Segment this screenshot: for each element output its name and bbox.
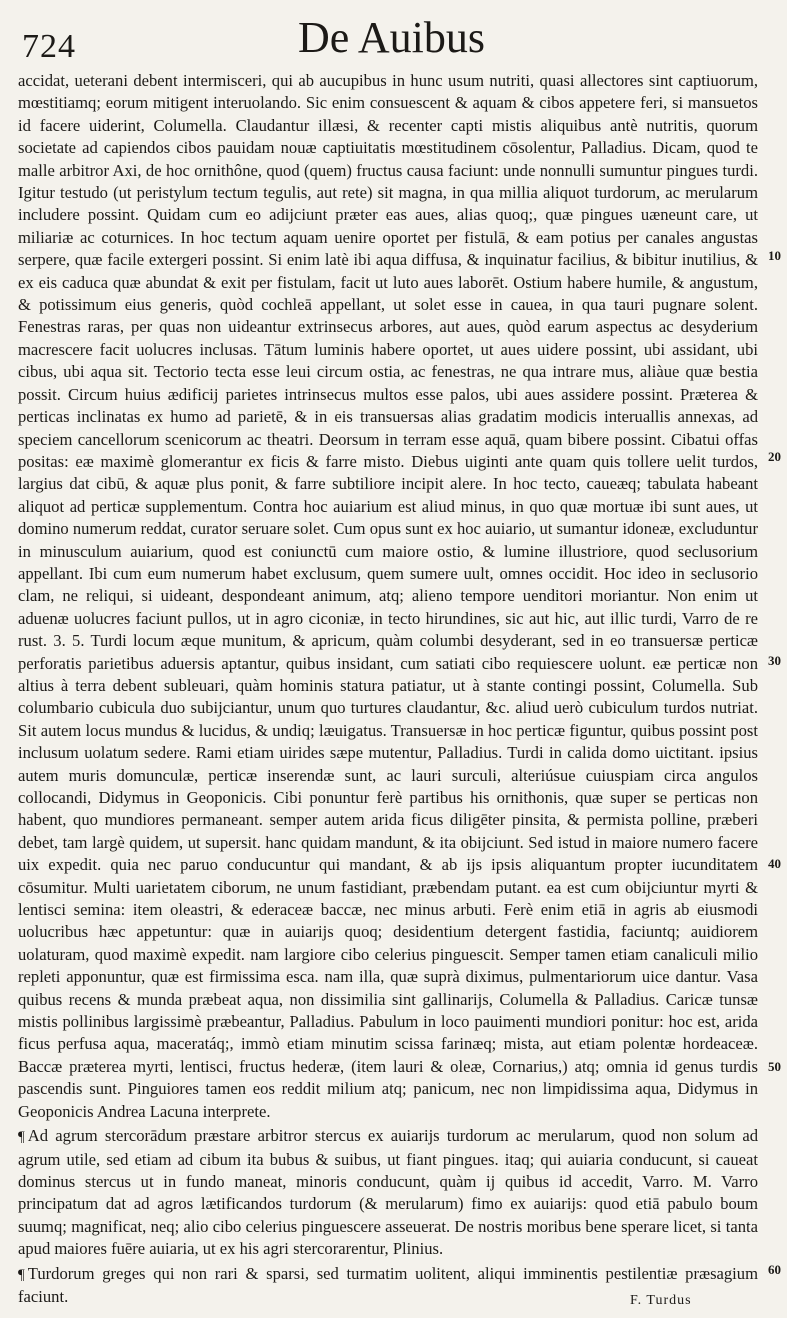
line-number-marker: 50 bbox=[768, 1059, 781, 1074]
line-number-marker: 40 bbox=[768, 856, 781, 871]
paragraph-text: Turdorum greges qui non rari & sparsi, sed turmatim uolitent, aliqui imminentis pestilentiæ præsagium faciunt. bbox=[18, 1263, 758, 1306]
paragraph: accidat, ueterani debent intermisceri, qui ab aucupibus in hunc usum nutriti, quasi allectores sint captiuorum, mœstitiamq; eorum mitigent interuolando. Sic enim consuescent & aquam & cibos appetere feri, si mansuetos id facere uiderint, Columella. Claudantur illæsi, & recenter capti mistis aliquibus antè nutritis, quorum societate ad capiendos cibos pauidam nouæ captiuitatis mœstitudinem cōsolentur, Palladius. Dicam, quod te malle arbitror Axi, de hoc ornithône, quod (quem) fructus causa faciunt: unde nonnulli sumuntur pingues turdi. Igitur testudo (ut peristylum tectum tegulis, aut rete) sit magna, in qua millia aliquot turdorum, ac merularum includere possint. Quidam cum eo adijciunt præter eas aues, alias quoq;, quæ pingues uæneunt care, ut miliariæ ac coturnices. In hoc tectum aquam uenire oportet per fistulā, & eam potius per canales angustas serpere, quæ facile extergeri possint. Si enim latè ibi aqua diffusa, & inquinatur facilius, & bibitur inutilius, & ex eis caduca quæ abundat & exit per fistulam, facit ut luto aues laborēt. Ostium habere humile, & angustum, & potissimum eius generis, quòd cochleā appellant, ut solet esse in cauea, in qua tauri pugnare solent. Fenestras raras, per quas non uideantur extrinsecus arbores, aut aues, quòd earum aspectus ac desyderium macrescere facit uolucres inclusas. Tātum luminis habere oportet, ut aues uidere possint, ubi assidant, ubi cibus, ubi aqua sit. Tectorio tecta esse leui circum ostia, ac fenestras, ne qua intrare mus, aliàue quæ bestia possit. Circum huius ædificij parietes intrinsecus multos esse palos, ubi aues assidere possint. Præterea & perticas inclinatas ex humo ad parietē, & in eis transuersas alias gradatim modicis interuallis annexas, ad speciem cancellorum scenicorum ac theatri. Deorsum in terram esse aquā, quam bibere possint. Cibatui offas positas: eæ maximè glomerantur ex ficis & farre misto. Diebus uiginti ante quam quis tollere uelit turdos, largius dat cibū, & aquæ plus ponit, & farre subtiliore incipit alere. In hoc tecto, caueæq; tabulata habeant aliquot ad perticæ supplementum. Contra hoc auiarium est aliud minus, in quo quæ mortuæ ibi sunt aues, ut domino numerum reddat, curator seruare solet. Cum opus sunt ex hoc auiario, ut sumantur idoneæ, excluduntur in minusculum auiarium, quod est coniunctū cum maiore ostio, & lumine illustriore, quod seclusorium appellant. Ibi cum eum numerum habet exclusum, quem sumere uult, omnes occidit. Hoc ideo in seclusorio clam, ne reliqui, si uideant, despondeant animum, atq; alieno tempore uenditori moriantur. Non enim ut aduenæ uolucres faciunt pullos, ut in agro ciconiæ, in tecto hirundines, sic aut hic, aut illic turdi, Varro de re rust. 3. 5. Turdi locum æque munitum, & apricum, quàm columbi desyderant, sed in eo transuersæ perticæ perforatis parietibus aduersis aptantur, quibus insidant, cum satiati cibo requiescere uolunt. eæ perticæ non altius à terra debent subleuari, quàm hominis statura patiatur, ut à stante contingi possint, Columella. Sub columbario cubicula duo subijciantur, unum quo turtures claudantur, &c. aliud uerò cubiculum turdos nutriat. Sit autem locus mundus & lucidus, & undiq; læuigatus. Transuersæ in hoc perticæ figuntur, quibus possint post inclusum uolatum sedere. Rami etiam uirides sæpe mutentur, Palladius. Turdi in calida domo uictitant. ipsius autem muris domunculæ, perticæ inserendæ sunt, ac lauri surculi, alteriúsue cuiuspiam circa angulos collocandi, Didymus in Geoponicis. Cibi ponuntur ferè partibus his ornithonis, quæ super se perticas non habent, quo mundiores permaneant. semper autem arida ficus diligēter pinsita, & permista polline, præberi debet, tam largè quidem, ut supersit. hanc quidam mandunt, & ita obijciunt. Sed istud in maiore numero facere uix expedit. quia nec paruo conducuntur qui mandant, & ab ijs ipsis aliquantum propter iucunditatem cōsumitur. Multi uarietatem ciborum, ne unum fastidiant, præbendam putant. ea est cum obijciuntur myrti & lentisci semina: item oleastri, & ederaceæ baccæ, nec minus arbuti. Ferè enim etiā in agris ab eiusmodi uolucribus hæc appetuntur: quæ in auiarijs quoq; desidentium detergent fastidia, faciuntq; auidiorem uolaturam, quod maximè expedit. nam largiore cibo celerius pinguescit. Semper tamen etiam canaliculi milio repleti apponuntur, quæ est firmissima esca. nam illa, quæ suprà diximus, pulmentariorum uice dantur. Vasa quibus recens & munda præbeat aqua, non dissimilia sint gallinarijs, Columella & Palladius. Caricæ tunsæ mistis pollinibus largissimè præbeantur, Palladius. Pabulum in loco pauimenti mundiori ponitur: hoc est, arida ficus perfusa aqua, maceratáq;, immò etiam minutim scissa farinæq; mista, aut etiam polentæ hordeaceæ. Baccæ præterea myrti, lentisci, fructus hederæ, (item lauri & oleæ, Cornarius,) atq; omnia id genus turdis pascendis sunt. Pinguiores tamen eos reddit milium atq; panicum, nec non limpidissima aqua, Didymus in Geoponicis Andrea Lacuna interprete. bbox=[18, 71, 758, 1121]
line-number-marker: 10 bbox=[768, 248, 781, 263]
running-head: De Auibus bbox=[298, 13, 485, 62]
catchword-signature: F. Turdus bbox=[630, 1293, 692, 1308]
line-number-marker: 20 bbox=[768, 449, 781, 464]
paragraph bbox=[18, 1125, 758, 1260]
line-number-marker: 60 bbox=[768, 1262, 781, 1277]
page-number: 724 bbox=[22, 28, 76, 65]
body-text bbox=[18, 70, 758, 1308]
pilcrow-icon: ¶ bbox=[18, 1129, 25, 1146]
line-number-marker: 30 bbox=[768, 653, 781, 668]
pilcrow-icon: ¶ bbox=[18, 1266, 25, 1283]
paragraph-text: Ad agrum stercorādum præstare arbitror stercus ex auiarijs turdorum ac merularum, quod non solum ad agrum utile, sed etiam ad cibum ita bubus & suibus, ut fiant pingues. itaq; qui auiaria conducunt, si caueat dominus stercus ut in fundo maneat, minoris conducunt, quàm ij quibus id accedit, Varro. M. Varro principatum dat ad agros lætificandos turdorum (& merularum) fimo ex auiarijs: quod etiā pabulo boum suumq; magnificat, neq; alio cibo celerius pinguescere asseuerat. De nostris moribus bene sperare licet, si tanta apud maiores fuēre auiaria, ut ex his agri stercorarentur, Plinius. bbox=[18, 1126, 758, 1259]
